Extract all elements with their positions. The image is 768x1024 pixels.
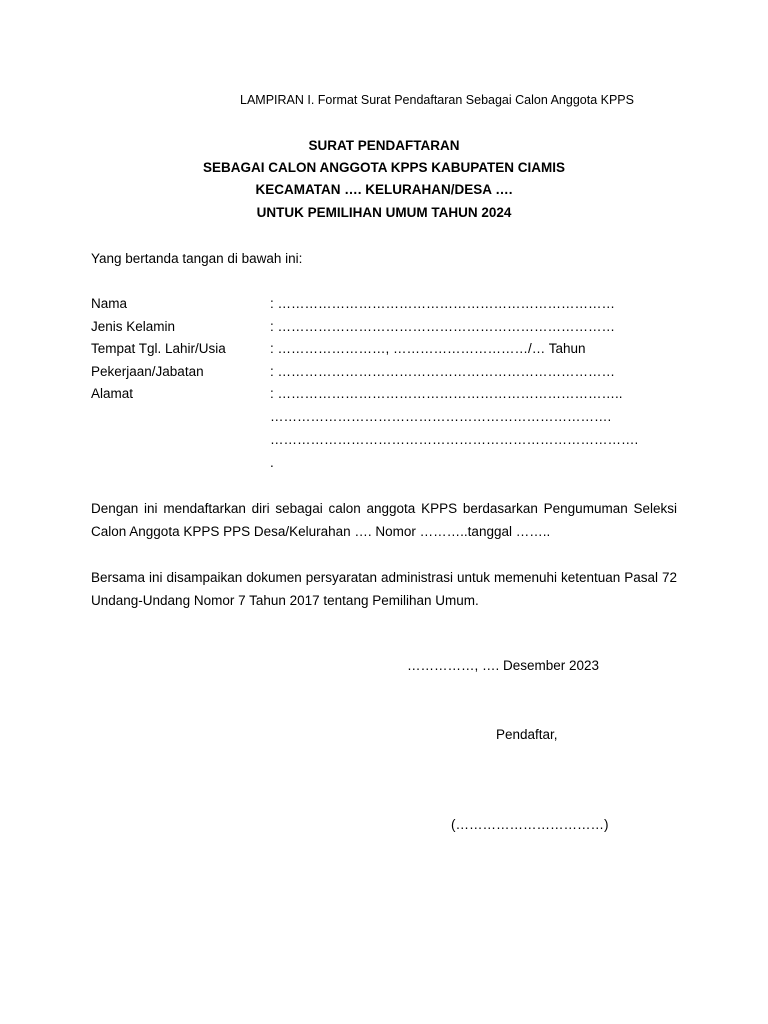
jenis-kelamin-label: Jenis Kelamin bbox=[91, 319, 176, 334]
intro-text: Yang bertanda tangan di bawah ini: bbox=[91, 251, 303, 266]
title-line-4: UNTUK PEMILIHAN UMUM TAHUN 2024 bbox=[256, 205, 512, 220]
signer-role: Pendaftar, bbox=[496, 727, 558, 742]
documents-paragraph: Bersama ini disampaikan dokumen persyaratan administrasi untuk memenuhi ketentuan Pasal 72 Undang-Undang Nomor 7 Tahun 2017 tentang Pemilihan Umum. bbox=[91, 570, 677, 608]
alamat-line-3: ………………………………………………………………………. bbox=[270, 432, 639, 447]
jenis-kelamin-value: : ………………………………………………………………… bbox=[270, 319, 616, 334]
lampiran-heading: LAMPIRAN I. Format Surat Pendaftaran Sebagai Calon Anggota KPPS bbox=[240, 93, 634, 107]
pekerjaan-value: : ………………………………………………………………… bbox=[270, 364, 616, 379]
alamat-label: Alamat bbox=[91, 386, 134, 401]
pekerjaan-label: Pekerjaan/Jabatan bbox=[91, 364, 204, 379]
ttl-label: Tempat Tgl. Lahir/Usia bbox=[91, 341, 226, 356]
place-date: ……………, …. Desember 2023 bbox=[407, 658, 600, 673]
title-line-1: SURAT PENDAFTARAN bbox=[308, 138, 460, 153]
title-line-3: KECAMATAN …. KELURAHAN/DESA …. bbox=[255, 182, 513, 197]
alamat-value: : ………………………………………………………………….. bbox=[270, 386, 623, 401]
registration-paragraph: Dengan ini mendaftarkan diri sebagai calon anggota KPPS berdasarkan Pengumuman Seleksi Calon Anggota KPPS PPS Desa/Kelurahan …. Nomor ………..tanggal …….. bbox=[91, 501, 677, 539]
nama-label: Nama bbox=[91, 296, 128, 311]
ttl-value: : ……………………, …………………………/… Tahun bbox=[270, 341, 586, 356]
title-line-2: SEBAGAI CALON ANGGOTA KPPS KABUPATEN CIAMIS bbox=[202, 160, 565, 175]
alamat-line-2: …………………………………………………………………. bbox=[270, 409, 612, 424]
signature-line: (……………………………) bbox=[451, 817, 609, 832]
alamat-line-4: . bbox=[270, 455, 274, 470]
nama-value: : ………………………………………………………………… bbox=[270, 296, 616, 311]
